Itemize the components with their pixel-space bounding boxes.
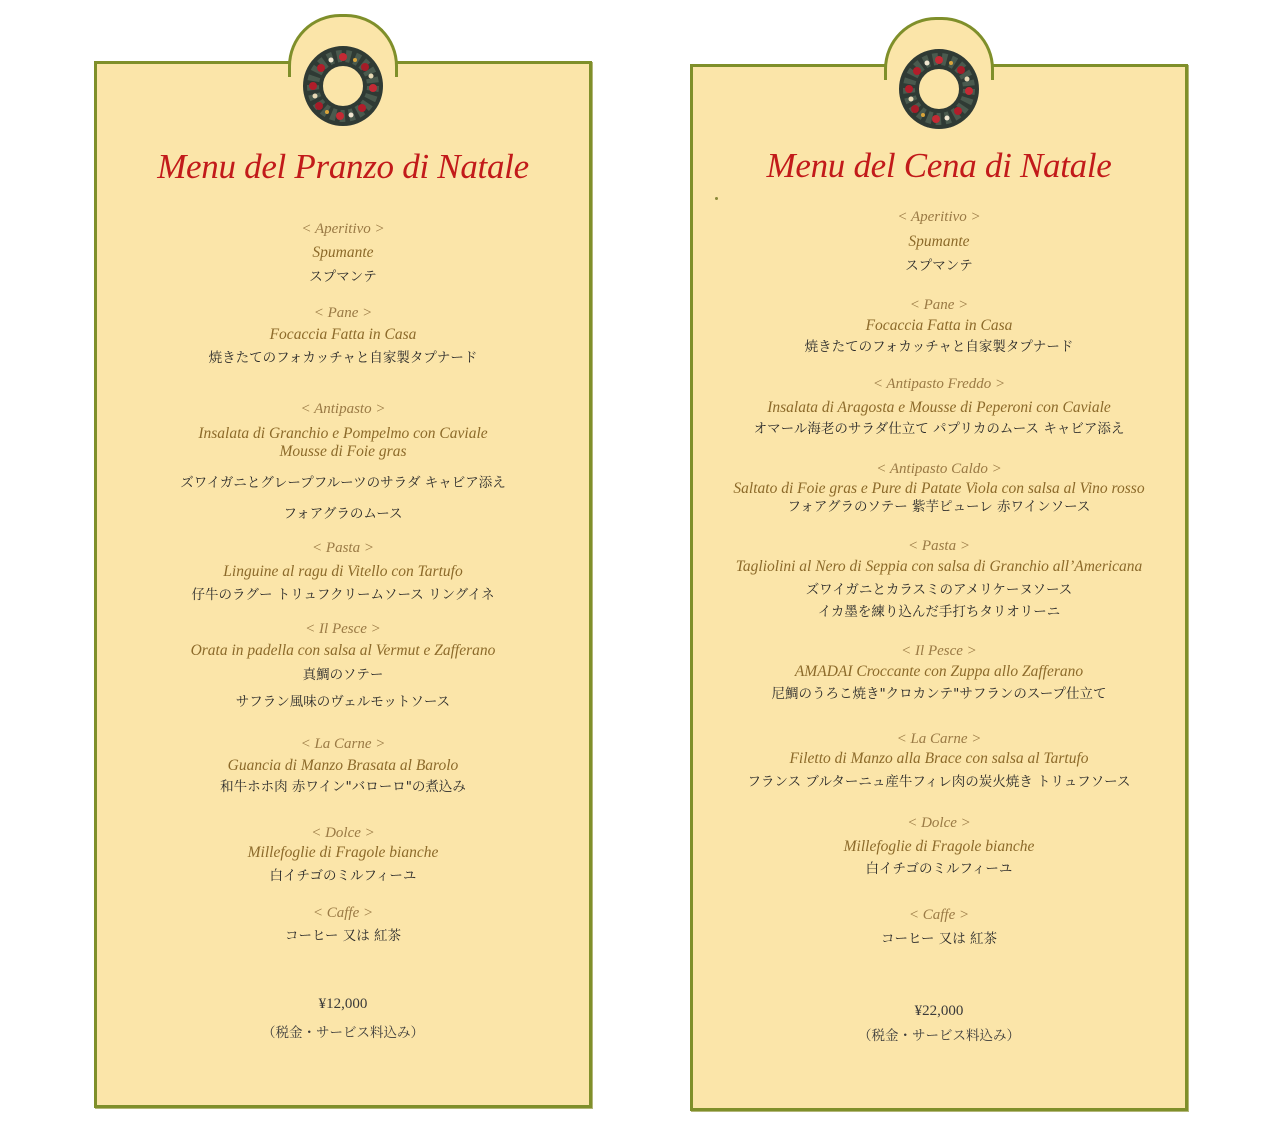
course-heading: < Antipasto Freddo > [872, 376, 1006, 392]
price: ¥22,000 [914, 1003, 964, 1019]
course-heading: < Dolce > [311, 825, 375, 841]
course-antipasto [97, 400, 589, 523]
course-heading: < Pasta > [908, 538, 970, 554]
course-italian: Guancia di Manzo Brasata al Barolo [227, 757, 459, 774]
course-heading: < La Carne > [300, 736, 386, 752]
price-block [97, 996, 589, 1041]
course-japanese: コーヒー 又は 紅茶 [880, 931, 998, 947]
course-japanese: 焼きたてのフォカッチャと自家製タプナード [208, 350, 478, 366]
course-heading: < Pasta > [312, 540, 374, 556]
price-block [693, 1003, 1185, 1044]
course-italian: Focaccia Fatta in Casa [865, 317, 1013, 334]
course-aperitivo [97, 220, 589, 286]
course-italian: Saltato di Foie gras e Pure di Patate Viola con salsa al Vino rosso [733, 480, 1145, 497]
course-italian: AMADAI Croccante con Zuppa allo Zafferano [794, 663, 1084, 680]
course-carne [97, 735, 589, 796]
course-japanese: イカ墨を練り込んだ手打ちタリオリーニ [817, 604, 1061, 620]
course-japanese: 尼鯛のうろこ焼き"クロカンテ"サフランのスープ仕立て [771, 686, 1107, 702]
course-heading: < Dolce > [907, 815, 971, 831]
course-japanese: フォアグラのソテー 紫芋ピューレ 赤ワインソース [787, 499, 1091, 515]
course-caffe [693, 906, 1185, 948]
course-pasta [97, 539, 589, 604]
course-italian: Mousse di Foie gras [279, 443, 407, 460]
dinner-menu-card [690, 64, 1188, 1111]
course-japanese: コーヒー 又は 紅茶 [284, 928, 402, 944]
course-heading: < Caffe > [908, 907, 970, 923]
course-japanese: フォアグラのムース [283, 506, 403, 522]
price: ¥12,000 [318, 996, 368, 1012]
tax-note: （税金・サービス料込み） [262, 1025, 424, 1041]
course-japanese: スプマンテ [309, 269, 377, 285]
christmas-wreath-icon [891, 41, 987, 137]
course-italian: Insalata di Granchio e Pompelmo con Caviale [198, 425, 488, 442]
course-heading: < Pane > [909, 297, 969, 313]
course-heading: < Il Pesce > [305, 621, 381, 637]
course-japanese: ズワイガニとグレープフルーツのサラダ キャビア添え [180, 475, 506, 491]
course-italian: Millefoglie di Fragole bianche [247, 844, 439, 861]
course-japanese: 真鯛のソテー [302, 667, 384, 683]
course-pane [693, 296, 1185, 356]
course-italian: Spumante [908, 233, 970, 250]
course-japanese: 焼きたてのフォカッチャと自家製タプナード [804, 339, 1074, 355]
course-japanese: 和牛ホホ肉 赤ワイン"バローロ"の煮込み [220, 779, 466, 795]
course-dolce [97, 824, 589, 885]
course-heading: < Antipasto Caldo > [876, 461, 1002, 477]
menu-title: Menu del Cena di Natale [766, 146, 1112, 185]
course-pesce [97, 620, 589, 711]
stray-dot [715, 197, 718, 200]
course-japanese: ズワイガニとカラスミのアメリケーヌソース [805, 582, 1073, 598]
course-italian: Filetto di Manzo alla Brace con salsa al Tartufo [789, 750, 1089, 767]
course-japanese: オマール海老のサラダ仕立て パプリカのムース キャビア添え [753, 421, 1125, 437]
christmas-wreath-icon [295, 38, 391, 134]
course-italian: Linguine al ragu di Vitello con Tartufo [223, 563, 463, 580]
course-antipasto-freddo [693, 375, 1185, 438]
course-italian: Focaccia Fatta in Casa [269, 326, 417, 343]
course-antipasto-caldo [693, 460, 1185, 516]
course-heading: < La Carne > [896, 731, 982, 747]
course-heading: < Aperitivo > [897, 209, 981, 225]
course-carne [693, 730, 1185, 791]
course-caffe [97, 904, 589, 945]
course-pesce [693, 642, 1185, 703]
course-dolce [693, 814, 1185, 878]
course-japanese: 白イチゴのミルフィーユ [269, 868, 417, 884]
course-japanese: フランス ブルターニュ産牛フィレ肉の炭火焼き トリュフソース [747, 774, 1131, 790]
course-heading: < Pane > [313, 305, 373, 321]
course-japanese: 仔牛のラグー トリュフクリームソース リングイネ [191, 587, 495, 603]
menu-title: Menu del Pranzo di Natale [157, 147, 529, 186]
course-pane [97, 304, 589, 367]
course-heading: < Caffe > [312, 905, 374, 921]
course-italian: Insalata di Aragosta e Mousse di Peperoni con Caviale [767, 399, 1111, 416]
course-japanese: スプマンテ [905, 258, 973, 274]
course-aperitivo [693, 208, 1185, 275]
course-japanese: サフラン風味のヴェルモットソース [235, 694, 451, 710]
course-italian: Orata in padella con salsa al Vermut e Zafferano [190, 642, 496, 659]
course-italian: Tagliolini al Nero di Seppia con salsa di Granchio all’Americana [735, 558, 1143, 575]
tax-note: （税金・サービス料込み） [858, 1028, 1020, 1044]
course-heading: < Aperitivo > [301, 221, 385, 237]
course-italian: Spumante [312, 244, 374, 261]
course-japanese: 白イチゴのミルフィーユ [865, 861, 1013, 877]
course-heading: < Antipasto > [300, 401, 386, 417]
course-italian: Millefoglie di Fragole bianche [843, 838, 1035, 855]
lunch-menu-card [94, 61, 592, 1108]
course-pasta [693, 537, 1185, 621]
course-heading: < Il Pesce > [901, 643, 977, 659]
